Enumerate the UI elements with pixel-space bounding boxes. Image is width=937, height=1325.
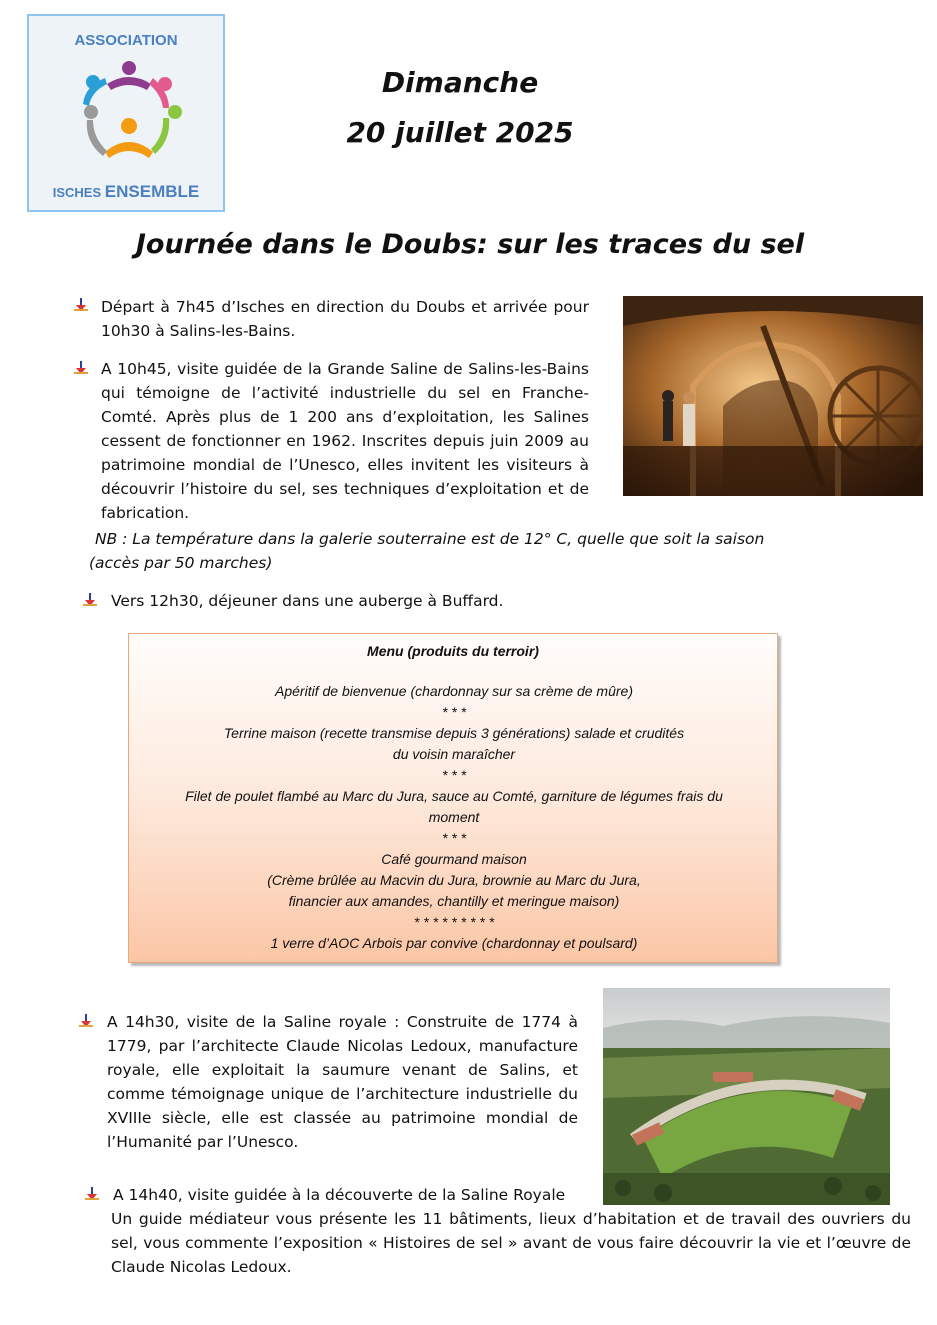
arrow-bullet-icon	[74, 298, 88, 312]
visite-saline-royale-heading: A 14h40, visite guidée à la découverte de la Saline Royale	[113, 1186, 566, 1204]
arrow-bullet-icon	[79, 1014, 93, 1028]
dejeuner-text: Vers 12h30, déjeuner dans une auberge à Buffard.	[111, 592, 504, 610]
depart-text: Départ à 7h45 d’Isches en direction du Doubs et arrivée pour 10h30 à Salins-les-Bains.	[101, 298, 589, 340]
header-day: Dimanche	[381, 66, 539, 99]
menu-lines	[139, 681, 769, 954]
menu-line: moment	[428, 809, 480, 825]
arrow-bullet-icon	[85, 1187, 99, 1201]
menu-box	[128, 633, 778, 963]
menu-separator: * * * * * * * * *	[413, 914, 495, 930]
menu-title: Menu (produits du terroir)	[367, 643, 539, 659]
nb-note-line1: NB : La température dans la galerie souterraine est de 12° C, quelle que soit la saison	[95, 530, 765, 548]
menu-line: Apéritif de bienvenue (chardonnay sur sa crème de mûre)	[275, 683, 633, 699]
association-logo	[27, 14, 225, 212]
people-circle-icon	[69, 56, 187, 174]
menu-line: (Crème brûlée au Macvin du Jura, brownie au Marc du Jura,	[267, 872, 641, 888]
logo-bottom-small: ISCHES	[52, 185, 102, 200]
saline-royale-text: A 14h30, visite de la Saline royale : Construite de 1774 à 1779, par l’architecte Claude Nicolas Ledoux, manufacture royale, elle exploitait la saumure venant de Salins, et comme témoignage unique de l’architecture industrielle du XVIIIe siècle, elle est classée au patrimoine mondial de l’Humanité par l’Unesco.	[107, 1013, 578, 1151]
grande-saline-photo	[623, 296, 923, 496]
saline-royale-photo	[603, 988, 890, 1205]
header-date: 20 juillet 2025	[346, 116, 574, 149]
arrow-bullet-icon	[83, 593, 97, 607]
arrow-bullet-icon	[74, 361, 88, 375]
nb-note-line2: (accès par 50 marches)	[89, 554, 273, 572]
menu-line: du voisin maraîcher	[392, 746, 516, 762]
menu-line: Terrine maison (recette transmise depuis 3 générations) salade et crudités	[223, 725, 685, 741]
page-title: Journée dans le Doubs: sur les traces du sel	[135, 229, 805, 260]
menu-line: 1 verre d’AOC Arbois par convive (chardonnay et poulsard)	[270, 935, 638, 951]
menu-separator: * * *	[441, 704, 467, 720]
menu-separator: * * *	[441, 830, 467, 846]
menu-line: Filet de poulet flambé au Marc du Jura, sauce au Comté, garniture de légumes frais du	[185, 788, 723, 804]
menu-line: Café gourmand maison	[381, 851, 527, 867]
menu-separator: * * *	[441, 767, 467, 783]
visite-saline-royale-text: Un guide médiateur vous présente les 11 bâtiments, lieux d’habitation et de travail des ouvriers du sel, vous commente l’exposition « Histoires de sel » avant de vous faire découvrir la vie et l’œuvre de Claude Nicolas Ledoux.	[111, 1210, 911, 1276]
logo-bottom-big: ENSEMBLE	[104, 182, 200, 201]
logo-top-text: ASSOCIATION	[74, 32, 178, 49]
logo-bottom-text	[29, 182, 223, 202]
menu-line: financier aux amandes, chantilly et meringue maison)	[288, 893, 620, 909]
visite-grande-saline-text: A 10h45, visite guidée de la Grande Saline de Salins-les-Bains qui témoigne de l’activité industrielle du sel en Franche-Comté. Après plus de 1 200 ans d’exploitation, les Salines cessent de fonctionner en 1962. Inscrites depuis juin 2009 au patrimoine mondial de l’Unesco, elles invitent les visiteurs à découvrir l’histoire du sel, ses techniques d’exploitation et de fabrication.	[101, 360, 589, 522]
